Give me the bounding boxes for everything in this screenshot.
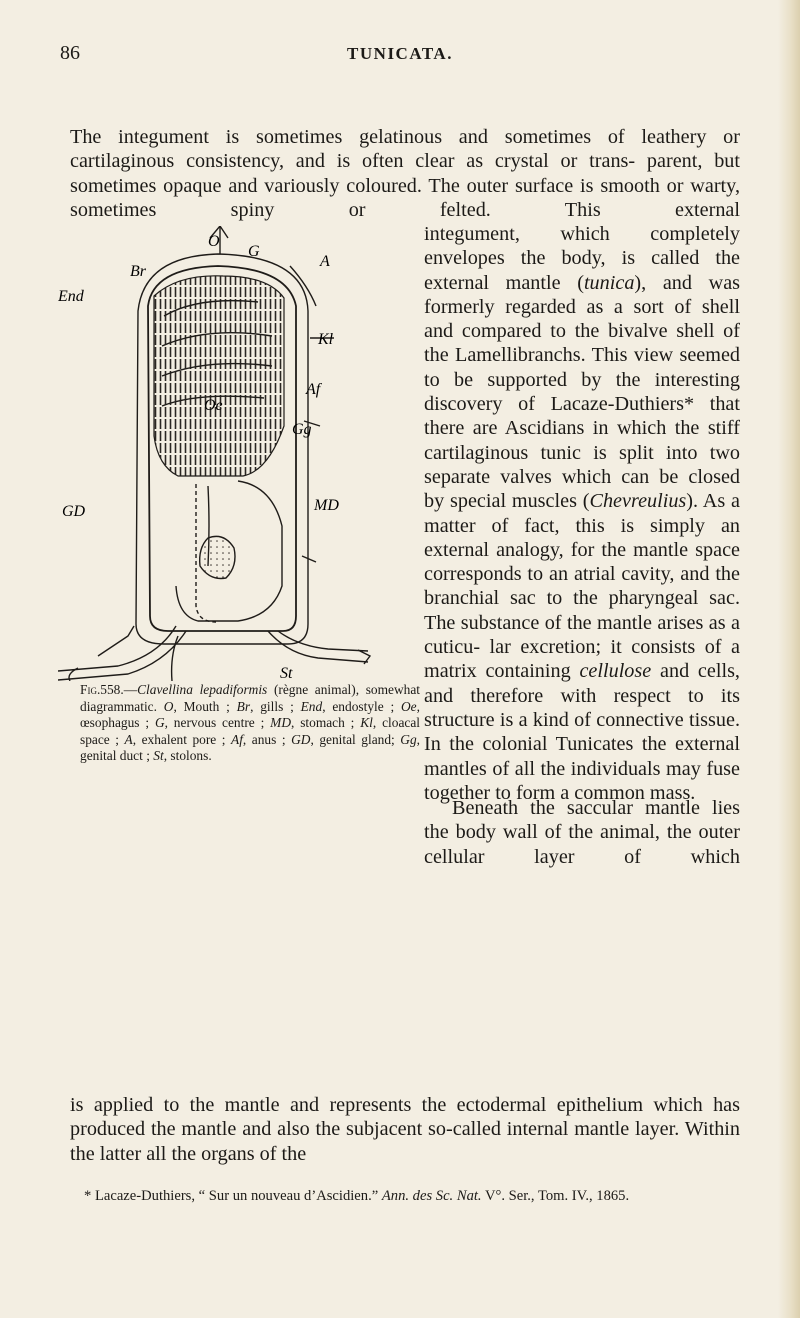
legend-key: A — [124, 731, 133, 747]
page-number: 86 — [60, 42, 80, 64]
legend-text: , œsophagus ; — [80, 698, 420, 731]
footnote-lead: * Lacaze-Duthiers, “ Sur un nouveau d’Ascidien.” — [84, 1188, 382, 1204]
legend-key: Br — [236, 698, 251, 714]
legend-text: , exhalent pore ; — [132, 731, 232, 747]
legend-text: , genital duct ; — [80, 731, 421, 764]
legend-key: St — [153, 748, 164, 764]
legend-text: , endostyle ; — [322, 698, 402, 714]
paragraph-side — [424, 222, 740, 805]
label-A: A — [320, 253, 330, 270]
side-text-3: ). As a matter of fact, this is simply an external analogy, for the mantle space corresponds to an atrial cavity, and the branchial sac to the pharyngeal sac. The substance of the mantle arises as a cuticu- lar excretion; it consists of a matrix containing — [424, 490, 740, 683]
side-text-1: integument, which completely envelopes the body, is called the external mantle ( — [424, 223, 740, 294]
legend-text: , stomach ; — [291, 715, 361, 731]
term-tunica: tunica — [583, 271, 635, 294]
footnote-tail: V°. Ser., Tom. IV., 1865. — [481, 1188, 630, 1204]
clavellina-figure — [58, 226, 408, 681]
side-text-2: ), and was formerly regarded as a sort of shell and compared to the bivalve shell of the Lamellibranchs. This view seemed to be supported by the interesting discovery of Lacaze-Duthiers* that there are Ascidians in which the stiff cartilaginous tunic is split into two separate valves which can be closed by special muscles ( — [424, 271, 741, 513]
label-G: G — [248, 243, 260, 260]
label-End: End — [58, 288, 84, 305]
label-Gg: Gg — [292, 421, 312, 438]
label-MD: MD — [314, 497, 339, 514]
legend-key: Af — [231, 731, 243, 747]
genus-chevreulius: Chevreulius — [589, 490, 687, 513]
term-cellulose: cellulose — [579, 660, 652, 683]
legend-key: G — [154, 715, 165, 731]
page-edge-shadow — [778, 0, 800, 1318]
legend-key: Gg — [400, 731, 417, 747]
side-text-4: and cells, and therefore with respect to its structure is a kind of connective tissue. In the colonial Tunicates the external mantles of all the individuals may fuse together to form a common mass. — [424, 660, 740, 804]
label-Oe: Oe — [204, 397, 223, 414]
caption-text: (règne animal), somewhat diagrammatic. — [80, 682, 420, 714]
legend-text: , gills ; — [250, 698, 301, 714]
label-Kl: Kl — [318, 331, 334, 348]
paragraph-tail: is applied to the mantle and represents the ectodermal epithelium which has produced the mantle and also the subjacent so-called internal mantle layer. Within the latter all the organs of the — [70, 1094, 740, 1165]
label-O: O — [208, 233, 220, 250]
label-St: St — [280, 665, 293, 681]
legend-key: O — [163, 698, 174, 714]
legend-key: Kl — [360, 715, 373, 731]
figure-number: Fig.558. — [80, 682, 124, 697]
legend-key: GD — [291, 731, 311, 747]
footnote — [84, 1188, 736, 1205]
legend-text: , cloacal space ; — [80, 715, 420, 747]
paragraph-intro: The integument is sometimes gelatinous and sometimes of leathery or cartilaginous consistency, and is often clear as crystal or trans- parent, but sometimes opaque and variously coloured. The outer surface is smooth or warty, sometimes spiny or felted. This external — [70, 126, 740, 221]
legend-text: , nervous centre ; — [164, 715, 271, 731]
legend-text: , anus ; — [242, 731, 292, 747]
legend-text: , Mouth ; — [173, 698, 237, 714]
page-header — [60, 42, 740, 72]
legend-key: Oe — [401, 698, 417, 714]
figure-caption: Fig.558.—Clavellina lepadiformis (règne animal), somewhat diagrammatic. O, Mouth ; Br, gills ; End, endostyle ; Oe, œsophagus ; G, nervous centre ; MD, stomach ; Kl, cloacal space ; A, exhalent pore ; Af, anus ; GD, genital gland; Gg, genital duct ; St, stolons. — [80, 682, 421, 764]
legend-key: End — [300, 698, 323, 714]
legend-key: MD — [270, 715, 291, 731]
paragraph-beneath: Beneath the saccular mantle lies the body wall of the animal, the outer cellular layer of which — [424, 797, 740, 868]
legend-text: , stolons. — [163, 748, 212, 764]
running-title: TUNICATA. — [347, 44, 453, 63]
legend-text: , genital gland; — [310, 731, 401, 747]
clavellina-illustration — [58, 226, 408, 681]
label-Af: Af — [306, 381, 321, 398]
label-GD: GD — [62, 503, 86, 520]
footnote-journal: Ann. des Sc. Nat. — [381, 1188, 482, 1204]
label-Br: Br — [130, 263, 146, 280]
caption-species: Clavellina lepadiformis — [137, 682, 268, 697]
